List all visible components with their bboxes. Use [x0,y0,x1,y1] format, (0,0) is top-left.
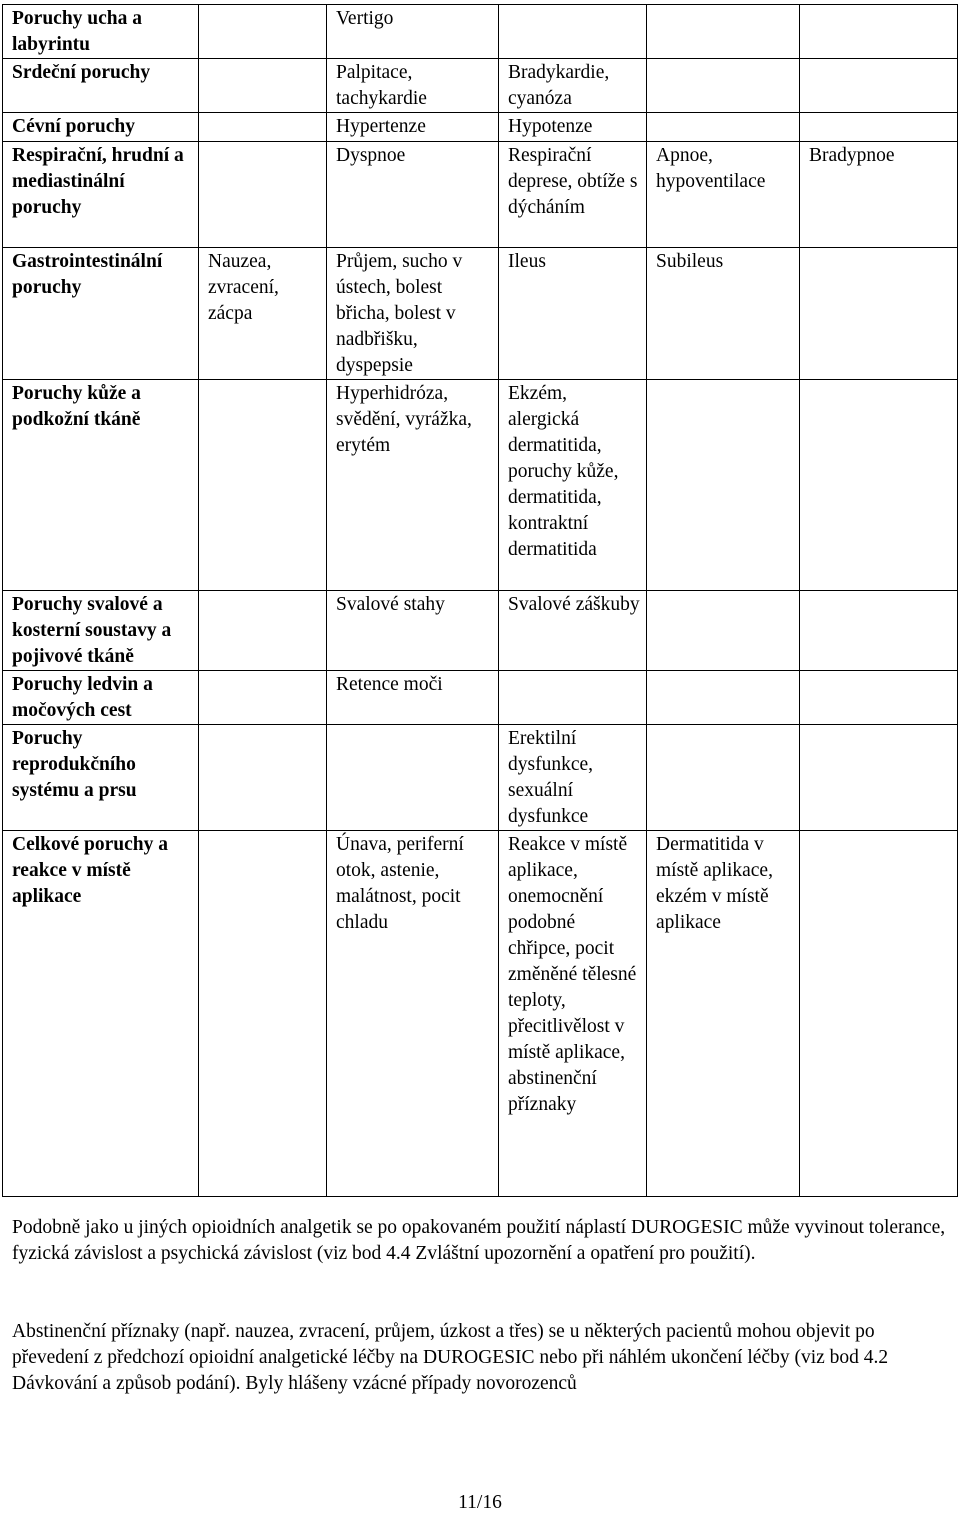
organ-class-cell: Respirační, hrudní a mediastinální poruchy [3,142,199,248]
frequency-cell: Apnoe, hypoventilace [647,142,800,248]
frequency-cell: Svalové stahy [327,591,499,671]
table-row [3,725,958,831]
table-row [3,248,958,380]
paragraph-withdrawal [12,1319,947,1397]
frequency-cell [199,142,327,248]
frequency-cell [199,671,327,725]
frequency-cell: Subileus [647,248,800,380]
frequency-cell: Palpitace, tachykardie [327,59,499,113]
paragraph-text: Podobně jako u jiných opioidních analgetik se po opakovaném použití náplastí DUROGESIC může vyvinout tolerance, fyzická závislost a psychická závislost (viz bod 4.4 Zvláštní upozornění a opatření pro použití). [12,1217,946,1264]
frequency-cell [800,671,958,725]
organ-class-cell: Poruchy svalové a kosterní soustavy a pojivové tkáně [3,591,199,671]
organ-class-cell: Gastrointestinální poruchy [3,248,199,380]
frequency-cell: Dermatitida v místě aplikace, ekzém v místě aplikace [647,831,800,1197]
organ-class-cell: Srdeční poruchy [3,59,199,113]
frequency-cell [800,591,958,671]
frequency-cell [647,591,800,671]
table-row [3,142,958,248]
frequency-cell [199,380,327,591]
frequency-cell [199,113,327,142]
frequency-cell [327,725,499,831]
paragraph-tolerance [12,1215,947,1267]
paragraph-text: Abstinenční příznaky (např. nauzea, zvracení, průjem, úzkost a třes) se u některých pacientů mohou objevit po převedení z předchozí opioidní analgetické léčby na DUROGESIC nebo při náhlém ukončení léčby (viz bod 4.2 Dávkování a způsob podání). Byly hlášeny vzácné případy novorozenců [12,1321,889,1394]
frequency-cell [647,725,800,831]
frequency-cell: Svalové záškuby [499,591,647,671]
frequency-cell [647,671,800,725]
frequency-cell [647,5,800,59]
frequency-cell [199,831,327,1197]
frequency-cell [499,671,647,725]
table-row [3,671,958,725]
organ-class-cell: Poruchy ledvin a močových cest [3,671,199,725]
frequency-cell [800,59,958,113]
table-row [3,380,958,591]
frequency-cell: Hypotenze [499,113,647,142]
frequency-cell [647,59,800,113]
organ-class-cell: Poruchy kůže a podkožní tkáně [3,380,199,591]
table-row [3,5,958,59]
frequency-cell [199,725,327,831]
table-row [3,59,958,113]
frequency-cell: Respirační deprese, obtíže s dýcháním [499,142,647,248]
frequency-cell: Hypertenze [327,113,499,142]
frequency-cell: Nauzea, zvracení, zácpa [199,248,327,380]
organ-class-cell: Celkové poruchy a reakce v místě aplikace [3,831,199,1197]
frequency-cell [199,591,327,671]
frequency-cell [800,831,958,1197]
frequency-cell: Bradykardie, cyanóza [499,59,647,113]
page-number: 11/16 [458,1492,502,1513]
frequency-cell [647,113,800,142]
frequency-cell: Únava, periferní otok, astenie, malátnost, pocit chladu [327,831,499,1197]
frequency-cell [800,5,958,59]
frequency-cell [647,380,800,591]
table-row [3,113,958,142]
frequency-cell: Hyperhidróza, svědění, vyrážka, erytém [327,380,499,591]
organ-class-cell: Poruchy ucha a labyrintu [3,5,199,59]
frequency-cell [199,5,327,59]
frequency-cell: Průjem, sucho v ústech, bolest břicha, bolest v nadbřišku, dyspepsie [327,248,499,380]
table-row [3,591,958,671]
frequency-cell: Dyspnoe [327,142,499,248]
adverse-effects-table [2,4,958,1197]
frequency-cell [800,248,958,380]
frequency-cell: Bradypnoe [800,142,958,248]
frequency-cell: Ileus [499,248,647,380]
organ-class-cell: Poruchy reprodukčního systému a prsu [3,725,199,831]
frequency-cell: Reakce v místě aplikace, onemocnění podobné chřipce, pocit změněné tělesné teploty, přecitlivělost v místě aplikace, abstinenční příznaky [499,831,647,1197]
table-row [3,831,958,1197]
frequency-cell [199,59,327,113]
frequency-cell: Ekzém, alergická dermatitida, poruchy kůže, dermatitida, kontraktní dermatitida [499,380,647,591]
frequency-cell: Erektilní dysfunkce, sexuální dysfunkce [499,725,647,831]
frequency-cell [499,5,647,59]
frequency-cell: Vertigo [327,5,499,59]
frequency-cell [800,380,958,591]
frequency-cell: Retence moči [327,671,499,725]
organ-class-cell: Cévní poruchy [3,113,199,142]
frequency-cell [800,113,958,142]
frequency-cell [800,725,958,831]
